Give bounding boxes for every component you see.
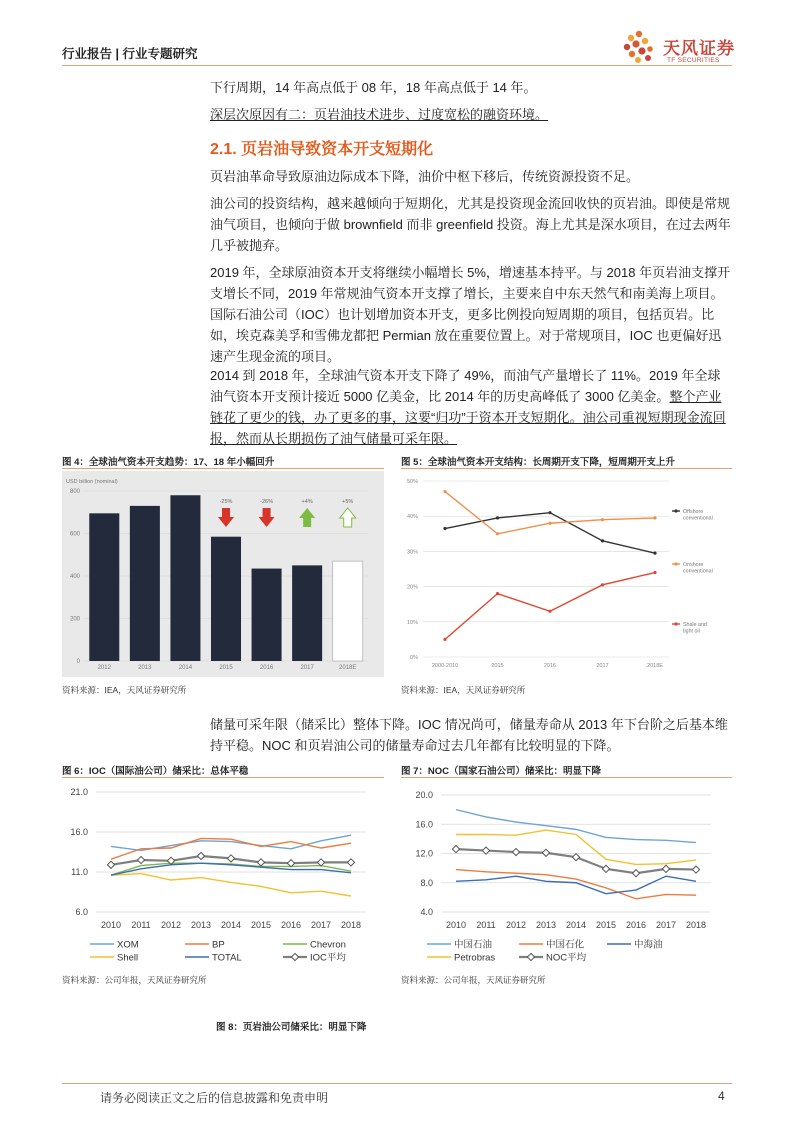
paragraph-6-plain: 2014 到 2018 年，全球油气资本开支下降了 49%，而油气产量增长了 11%。2019 年全球油气资本开支预计接近 5000 亿美金，比 2014 年的历史高峰低了 3000 亿美金。 xyxy=(210,368,721,404)
header-label: 行业报告 | 行业专题研究 xyxy=(62,47,198,61)
fig7-avg-marker xyxy=(662,865,669,872)
fig4-ylabel: USD billion (nominal) xyxy=(66,479,118,485)
fig7-xtick-label: 2012 xyxy=(505,920,527,930)
fig7-chart xyxy=(401,780,732,968)
fig5-ytick-label: 40% xyxy=(406,514,418,521)
fig6-xtick-label: 2016 xyxy=(280,920,302,930)
fig7-ytick-label: 8.0 xyxy=(420,877,433,888)
fig5-xtick-label: 2000-2010 xyxy=(431,663,459,669)
page-number: 4 xyxy=(718,1089,725,1103)
fig4-xtick-label: 2018E xyxy=(339,665,357,671)
fig4-ytick-label: 0 xyxy=(76,659,80,665)
fig4-ytick-label: 600 xyxy=(69,531,80,538)
fig6-xtick-label: 2010 xyxy=(100,920,122,930)
fig7-ytick-label: 12.0 xyxy=(415,848,433,859)
fig7-avg-marker xyxy=(572,854,579,861)
fig5-point xyxy=(548,511,551,514)
fig4-chart xyxy=(62,471,384,677)
fig7-legend-label: 中海油 xyxy=(634,939,663,951)
fig5-ytick-label: 50% xyxy=(406,479,418,485)
fig7-xtick-label: 2016 xyxy=(625,920,647,930)
header-rule xyxy=(62,65,732,66)
fig5-point xyxy=(601,583,604,586)
fig4-xtick-label: 2016 xyxy=(259,665,274,671)
fig6-ytick-label: 21.0 xyxy=(70,787,88,797)
fig5-legend-label: Onshore conventional xyxy=(683,562,713,575)
paragraph-6-underlined: 整个产业链花了更少的钱，办了更多的事，这要“归功”于资本开支短期化。油公司重视短期现金流回报，然而从长期损伤了油气储量可采年限。 xyxy=(210,389,726,446)
fig5-point xyxy=(653,516,656,519)
fig4-bar xyxy=(252,569,282,661)
fig5-point xyxy=(443,638,446,641)
fig5-point xyxy=(496,516,499,519)
fig6-series-line xyxy=(111,874,351,896)
fig5-legend-dot xyxy=(674,562,677,565)
fig7-xtick-label: 2018 xyxy=(685,920,707,930)
fig6-legend-label: TOTAL xyxy=(212,952,242,964)
fig5-ytick-label: 30% xyxy=(406,549,418,556)
fig8-title: 图 8：页岩油公司储采比：明显下降 xyxy=(216,1022,367,1033)
footer-rule xyxy=(62,1083,732,1084)
fig5-point xyxy=(496,592,499,595)
fig7-avg-marker xyxy=(692,866,699,873)
fig5-legend-dot xyxy=(674,509,677,512)
fig7-series-line xyxy=(456,810,696,843)
fig4-bar xyxy=(333,561,363,661)
fig7-avg-marker xyxy=(602,865,609,872)
fig7-avg-marker xyxy=(482,847,489,854)
fig5-point xyxy=(443,490,446,493)
fig6-chart xyxy=(62,780,384,968)
fig7-xtick-label: 2014 xyxy=(565,920,587,930)
fig6-legend-label: Chevron xyxy=(310,939,346,951)
fig6-avg-marker xyxy=(227,855,234,862)
fig5-source: 资料来源：IEA，天风证券研究所 xyxy=(401,685,526,695)
fig6-ytick-label: 11.0 xyxy=(71,867,88,877)
fig4-bar xyxy=(170,495,200,661)
fig6-legend-label: XOM xyxy=(117,939,139,951)
paragraph-5: 2019 年，全球原油资本开支将继续小幅增长 5%，增速基本持平。与 2018 年页岩油支撑开支增长不同，2019 年常规油气资本开支撑了增长，主要来自中东天然气和南美海上项目。国际石油公司（IOC）也计划增加资本开支，更多比例投向短周期的项目，包括页岩。比如，埃克森美孚和雪佛龙都把 Permian 放在重要位置上。对于常规项目，IOC 也更偏好迅速产生现金流的项目。 xyxy=(210,265,731,364)
fig4-rule xyxy=(62,468,384,469)
fig5-ytick-label: 0% xyxy=(410,655,418,661)
fig7-xtick-label: 2010 xyxy=(445,920,467,930)
fig6-xtick-label: 2011 xyxy=(131,920,151,930)
fig6-source: 资料来源：公司年报，天风证券研究所 xyxy=(62,975,207,985)
fig5-xtick-label: 2018E xyxy=(647,663,663,669)
fig4-ytick-label: 800 xyxy=(69,489,80,495)
paragraph-3: 页岩油革命导致原油边际成本下降，油价中枢下移后，传统资源投资不足。 xyxy=(210,169,640,184)
paragraph-1: 下行周期，14 年高点低于 08 年，18 年高点低于 14 年。 xyxy=(210,80,537,95)
fig7-series-line xyxy=(456,870,696,899)
fig5-point xyxy=(601,539,604,542)
fig5-chart xyxy=(401,471,732,677)
fig7-legend-label: NOC平均 xyxy=(546,952,587,964)
fig7-legend-label: 中国石化 xyxy=(546,939,585,951)
fig7-avg-marker xyxy=(632,870,639,877)
fig7-xtick-label: 2017 xyxy=(655,920,677,930)
fig7-legend-label: Petrobras xyxy=(454,952,496,964)
fig6-legend-label: BP xyxy=(212,939,225,951)
fig4-bar xyxy=(130,506,160,661)
fig7-ytick-label: 16.0 xyxy=(415,819,433,830)
fig6-avg-marker xyxy=(137,856,144,863)
fig7-xtick-label: 2011 xyxy=(476,920,496,930)
fig6-xtick-label: 2015 xyxy=(250,920,272,930)
fig5-rule xyxy=(401,468,732,469)
fig7-legend-label: 中国石油 xyxy=(454,939,493,951)
fig6-ytick-label: 6.0 xyxy=(75,907,88,917)
fig6-xtick-label: 2017 xyxy=(310,920,332,930)
fig7-xtick-label: 2015 xyxy=(595,920,617,930)
fig4-ytick-label: 200 xyxy=(69,616,80,623)
fig4-xtick-label: 2012 xyxy=(97,665,111,671)
fig6-legend-label: Shell xyxy=(117,952,139,964)
fig6-title: 图 6：IOC（国际油公司）储采比：总体平稳 xyxy=(62,766,249,777)
fig6-xtick-label: 2013 xyxy=(190,920,212,930)
fig6-rule xyxy=(62,777,384,778)
fig4-annotation-label: +5% xyxy=(342,499,354,505)
fig7-avg-marker xyxy=(512,848,519,855)
fig6-avg-marker xyxy=(197,852,204,859)
fig6-xtick-label: 2014 xyxy=(220,920,242,930)
fig5-ytick-label: 10% xyxy=(406,619,418,626)
fig6-xtick-label: 2018 xyxy=(340,920,362,930)
paragraph-2 xyxy=(210,104,732,125)
fig6-avg-marker xyxy=(317,859,324,866)
fig4-xtick-label: 2013 xyxy=(138,665,152,671)
fig7-xtick-label: 2013 xyxy=(535,920,557,930)
section-title: 2.1. 页岩油导致资本开支短期化 xyxy=(210,141,434,158)
fig7-source: 资料来源：公司年报，天风证券研究所 xyxy=(401,975,546,985)
fig4-source: 资料来源：IEA，天风证券研究所 xyxy=(62,685,187,695)
fig4-xtick-label: 2014 xyxy=(178,665,193,671)
fig6-avg-marker xyxy=(347,859,354,866)
fig5-point xyxy=(653,571,656,574)
footer-disclaimer: 请务必阅读正文之后的信息披露和免责申明 xyxy=(100,1091,329,1105)
fig5-xtick-label: 2015 xyxy=(491,663,504,669)
fig4-ytick-label: 400 xyxy=(69,574,80,580)
fig4-bar xyxy=(292,565,322,661)
fig7-avg-marker xyxy=(542,849,549,856)
fig6-avg-marker xyxy=(107,861,114,868)
fig7-ytick-label: 4.0 xyxy=(420,907,433,917)
fig7-legend-marker xyxy=(527,953,534,960)
fig6-xtick-label: 2012 xyxy=(160,920,182,930)
fig4-xtick-label: 2015 xyxy=(219,665,233,671)
fig6-avg-marker xyxy=(257,859,264,866)
fig6-legend-marker xyxy=(291,953,298,960)
fig5-point xyxy=(548,610,551,613)
fig5-point xyxy=(443,527,446,530)
fig7-ytick-label: 20.0 xyxy=(415,790,433,800)
fig5-ytick-label: 20% xyxy=(406,584,418,591)
paragraph-4: 油公司的投资结构，越来越倾向于短期化，尤其是投资现金流回收快的页岩油。即使是常规油气项目，也倾向于做 brownfield 而非 greenfield 投资。海上尤其是深水项目，在过去两年几乎被抛弃。 xyxy=(210,196,731,253)
fig4-bar xyxy=(89,513,119,661)
logo-text: 天风证券 xyxy=(663,39,735,58)
fig4-annotation-label: -25% xyxy=(219,499,233,505)
fig5-legend-label: Shale and tight oil xyxy=(683,622,707,635)
fig4-title: 图 4：全球油气资本开支趋势：17、18 年小幅回升 xyxy=(62,457,275,468)
fig7-rule xyxy=(401,777,732,778)
fig5-point xyxy=(601,518,604,521)
fig5-legend-label: Offshore conventional xyxy=(683,509,713,522)
logo-subtext: TF SECURITIES xyxy=(667,57,720,64)
fig4-bar xyxy=(211,537,241,661)
paragraph-2-underlined: 深层次原因有二：页岩油技术进步、过度宽松的融资环境。 xyxy=(210,107,549,122)
fig6-ytick-label: 16.0 xyxy=(70,827,88,837)
fig5-legend-dot xyxy=(674,622,677,625)
fig4-annotation-label: +4% xyxy=(301,499,313,505)
paragraph-7: 储量可采年限（储采比）整体下降。IOC 情况尚可，储量寿命从 2013 年下台阶之后基本维持平稳。NOC 和页岩油公司的储量寿命过去几年都有比较明显的下降。 xyxy=(210,717,728,753)
fig7-avg-marker xyxy=(452,846,459,853)
fig5-point xyxy=(548,522,551,525)
fig6-legend-label: IOC平均 xyxy=(310,952,346,964)
fig5-xtick-label: 2017 xyxy=(596,663,609,669)
fig5-point xyxy=(653,552,656,555)
fig4-xtick-label: 2017 xyxy=(300,665,314,671)
fig4-annotation-label: -26% xyxy=(260,499,273,505)
fig5-xtick-label: 2016 xyxy=(543,663,557,669)
fig5-title: 图 5：全球油气资本开支结构：长周期开支下降，短周期开支上升 xyxy=(401,457,675,468)
fig5-point xyxy=(496,532,499,535)
paragraph-6 xyxy=(210,365,732,449)
fig7-title: 图 7：NOC（国家石油公司）储采比：明显下降 xyxy=(401,766,602,777)
